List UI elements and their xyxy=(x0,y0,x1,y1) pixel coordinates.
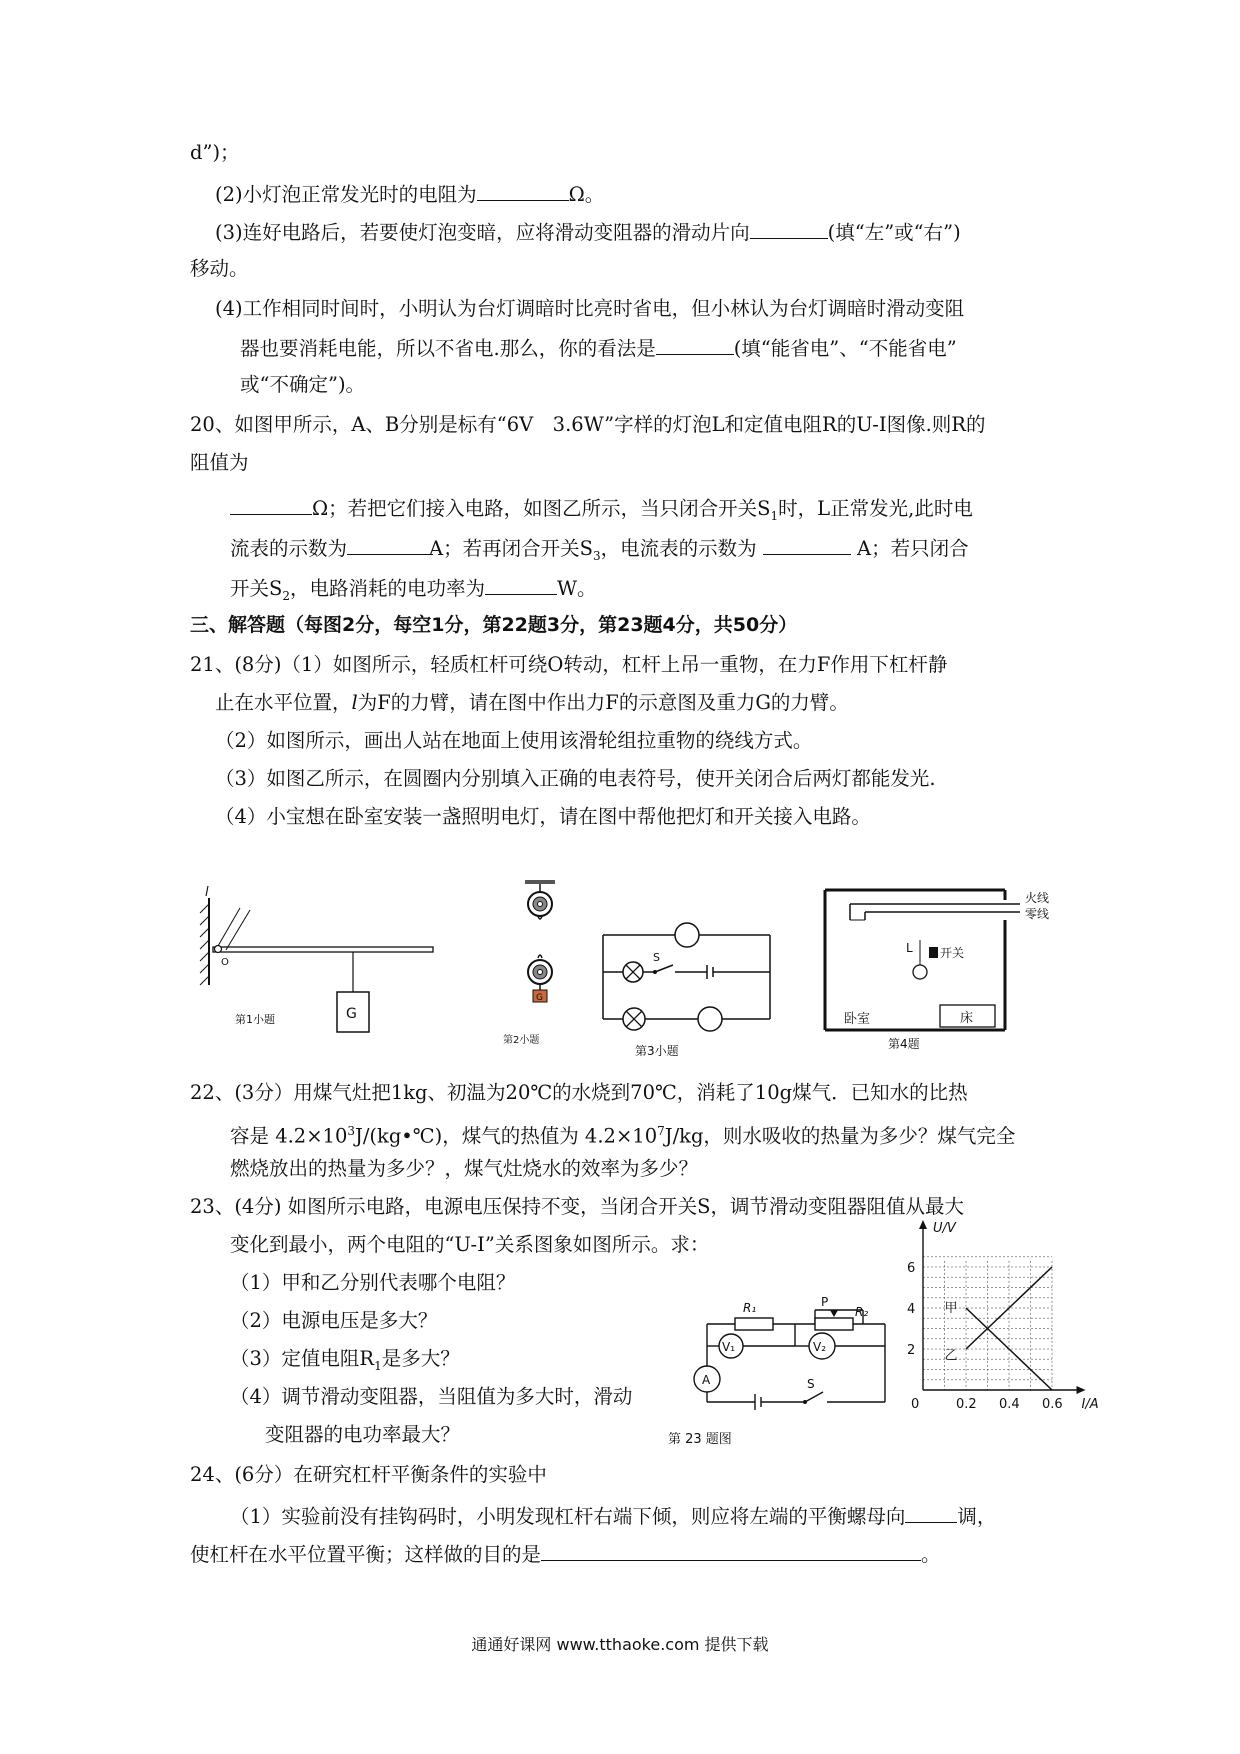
series-label-yi: 乙 xyxy=(944,1348,958,1364)
bedroom-wiring-figure xyxy=(820,880,1050,1055)
q23-line2: 变化到最小，两个电阻的“U-I”关系图象如图所示。求： xyxy=(230,1233,710,1256)
q20-line3: Ω；若把它们接入电路，如图乙所示，当只闭合开关$S_1$时，L正常发光,此时电 xyxy=(230,494,973,529)
q24-line1: 24、(6分）在研究杠杆平衡条件的实验中 xyxy=(190,1463,547,1486)
series-label-jia: 甲 xyxy=(944,1301,958,1317)
chart-labels xyxy=(907,1221,1099,1412)
y-tick-label: 2 xyxy=(907,1343,916,1358)
answer-blank[interactable] xyxy=(656,334,734,355)
q19-part4-line3: 或“不确定”)。 xyxy=(240,373,366,396)
q23-line6: （4）调节滑动变阻器，当阻值为多大时，滑动 xyxy=(230,1385,633,1408)
chart-grid xyxy=(923,1257,1052,1390)
circuit-figure-3 xyxy=(595,905,805,1065)
answer-blank[interactable] xyxy=(485,574,557,595)
q21-line4: （3）如图乙所示，在圆圈内分别填入正确的电表符号，使开关闭合后两灯都能发光. xyxy=(215,767,936,790)
x-tick-label: 0.6 xyxy=(1042,1397,1063,1412)
lever-figure xyxy=(195,880,445,1050)
answer-blank[interactable] xyxy=(905,1502,957,1523)
q19-continuation: d”)； xyxy=(190,141,240,164)
ammeter-a-label: A xyxy=(702,1373,711,1387)
lamp-l-label: L xyxy=(906,941,913,955)
x-axis-arrow xyxy=(1077,1386,1086,1394)
pulley-weight-label: G xyxy=(536,993,543,1003)
q20-line2: 阻值为 xyxy=(190,451,249,474)
q23-line5: （3）定值电阻$R_1$是多大？ xyxy=(230,1347,460,1373)
voltmeter-v1-label: V₁ xyxy=(722,1340,736,1354)
neutral-wire-label: 零线 xyxy=(1025,907,1050,921)
q19-part4-line2: 器也要消耗电能，所以不省电.那么，你的看法是 (填“能省电”、“不能省电” xyxy=(240,334,957,362)
live-wire-label: 火线 xyxy=(1025,891,1050,905)
ui-graph-chart xyxy=(895,1220,1120,1415)
voltmeter-v2-label: V₂ xyxy=(813,1340,827,1354)
pivot-o-label: O xyxy=(221,957,229,968)
answer-blank[interactable] xyxy=(763,534,851,555)
figure4-caption: 第4题 xyxy=(888,1037,920,1051)
switch-label: 开关 xyxy=(940,946,965,960)
bed-label: 床 xyxy=(960,1011,974,1026)
switch-s-label: S xyxy=(653,951,660,964)
x-tick-label: 0 xyxy=(911,1397,920,1412)
q24-line2: （1）实验前没有挂钩码时，小明发现杠杆右端下倾，则应将左端的平衡螺母向 调， xyxy=(230,1502,996,1530)
y-axis-arrow xyxy=(919,1220,927,1229)
r2-label: R₂ xyxy=(855,1305,869,1319)
page-footer: 通通好课网 www.tthaoke.com 提供下载 xyxy=(471,1635,769,1654)
x-axis-label: I/A xyxy=(1081,1397,1099,1412)
q19-part3-cont: 移动。 xyxy=(190,257,249,280)
q24-line3: 使杠杆在水平位置平衡；这样做的目的是 。 xyxy=(190,1540,941,1568)
q20-line4: 流表的示数为 A；若再闭合开关$S_3$，电流表的示数为 A；若只闭合 xyxy=(230,534,969,569)
q19-part3: (3)连好电路后，若要使灯泡变暗，应将滑动变阻器的滑动片向 (填“左”或“右”) xyxy=(215,218,961,246)
q23-line1: 23、(4分) 如图所示电路，电源电压保持不变，当闭合开关S，调节滑动变阻器阻值从最大 xyxy=(190,1195,964,1218)
q19-part4: (4)工作相同时间时，小明认为台灯调暗时比亮时省电，但小林认为台灯调暗时滑动变阻 xyxy=(215,297,965,320)
answer-blank[interactable] xyxy=(347,534,429,555)
section-heading: 三、解答题（每图2分，每空1分，第22题3分，第23题4分，共50分） xyxy=(190,614,798,636)
q21-line3: （2）如图所示，画出人站在地面上使用该滑轮组拉重物的绕线方式。 xyxy=(215,729,813,752)
slider-p-label: P xyxy=(821,1295,829,1309)
x-tick-label: 0.4 xyxy=(999,1397,1020,1412)
q22-line3: 燃烧放出的热量为多少？，煤气灶烧水的效率为多少？ xyxy=(230,1157,699,1180)
figure2-caption: 第2小题 xyxy=(503,1035,540,1046)
q23-figure-caption: 第 23 题图 xyxy=(668,1432,732,1447)
q21-line2: 止在水平位置，l为F的力臂，请在图中作出力F的示意图及重力G的力臂。 xyxy=(215,691,849,714)
answer-blank[interactable] xyxy=(230,494,312,515)
lever-l-label: l xyxy=(205,885,209,900)
y-axis-label: U/V xyxy=(933,1221,956,1236)
q23-line7: 变阻器的电功率最大？ xyxy=(265,1423,461,1446)
q23-switch-label: S xyxy=(807,1377,815,1391)
q23-line4: （2）电源电压是多大？ xyxy=(230,1309,438,1332)
q20-line1: 20、如图甲所示，A、B分别是标有“6V 3.6W”字样的灯泡L和定值电阻R的U-I图像.则R的 xyxy=(190,413,986,436)
answer-blank[interactable] xyxy=(750,218,828,239)
q19-part2: (2)小灯泡正常发光时的电阻为 Ω。 xyxy=(215,180,604,208)
weight-g-label: G xyxy=(346,1006,357,1022)
q23-line3: （1）甲和乙分别代表哪个电阻？ xyxy=(230,1271,516,1294)
bedroom-label: 卧室 xyxy=(844,1012,871,1027)
pulley-figure xyxy=(505,880,575,1055)
q21-line5: （4）小宝想在卧室安装一盏照明电灯，请在图中帮他把灯和开关接入电路。 xyxy=(215,805,871,828)
q20-line5: 开关$S_2$，电路消耗的电功率为 W。 xyxy=(230,574,597,609)
x-tick-label: 0.2 xyxy=(956,1397,977,1412)
q22-line2: 容是 $4.2\times 10^3J/(kg•℃)$，煤气的热值为 $4.2\times 10^7J/kg$，则水吸收的热量为多少？煤气完全 xyxy=(230,1124,1016,1148)
r1-label: R₁ xyxy=(743,1301,757,1315)
q23-circuit xyxy=(668,1288,895,1448)
q22-line1: 22、(3分）用煤气灶把1kg、初温为20℃的水烧到70℃，消耗了10g煤气．已知水的比热 xyxy=(190,1081,968,1104)
figure3-caption: 第3小题 xyxy=(635,1044,679,1058)
y-tick-label: 6 xyxy=(907,1261,916,1276)
q21-line1: 21、(8分)（1）如图所示，轻质杠杆可绕O转动，杠杆上吊一重物，在力F作用下杠杆静 xyxy=(190,653,948,676)
answer-blank[interactable] xyxy=(541,1540,921,1561)
answer-blank[interactable] xyxy=(477,180,569,201)
y-tick-label: 4 xyxy=(907,1302,916,1317)
figure1-caption: 第1小题 xyxy=(235,1013,275,1026)
